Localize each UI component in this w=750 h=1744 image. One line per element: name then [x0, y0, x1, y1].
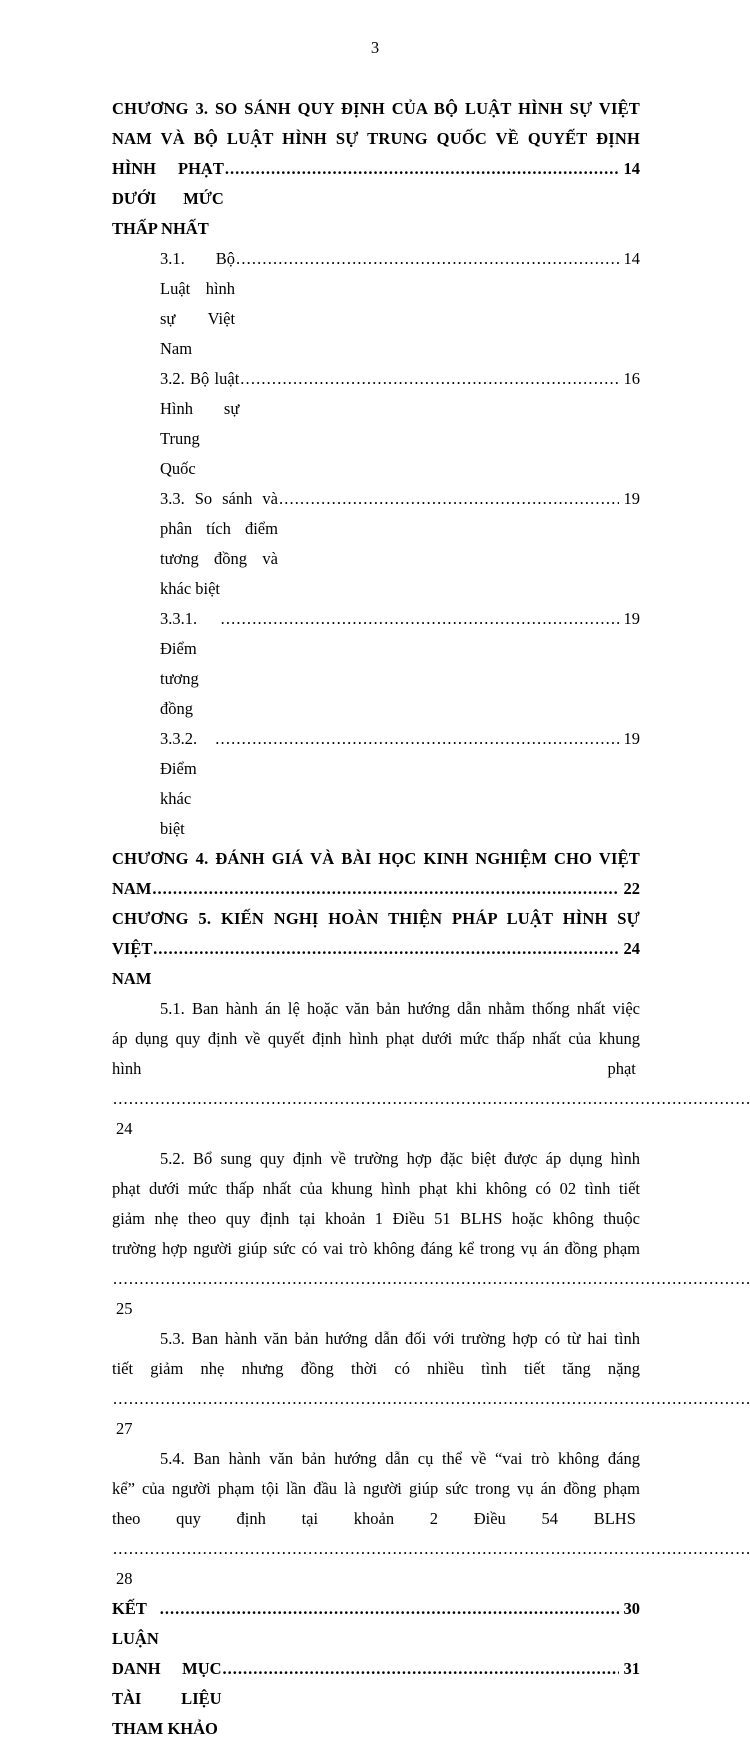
toc-leader-row — [112, 1354, 640, 1444]
dot-leader — [160, 1594, 619, 1624]
toc-leader-row — [160, 484, 640, 604]
toc-entry-3-1[interactable] — [160, 244, 640, 364]
page-number: 3 — [370, 38, 380, 57]
toc-entry-5-3[interactable] — [112, 1324, 640, 1444]
toc-entry-line: CHƯƠNG 3. SO SÁNH QUY ĐỊNH CỦA BỘ LUẬT HÌNH SỰ VIỆT — [112, 99, 640, 118]
toc-entry-line: 5.1. Ban hành án lệ hoặc văn bản hướng dẫn nhằm thống nhất việc — [160, 999, 640, 1018]
dot-leader — [215, 724, 618, 754]
toc-page-number: 27 — [116, 1419, 133, 1438]
toc-leader-row — [112, 874, 640, 904]
toc-entry-line: áp dụng quy định về quyết định hình phạt dưới mức thấp nhất của khung — [112, 1029, 640, 1048]
dot-leader — [113, 1389, 750, 1408]
dot-leader — [221, 604, 619, 634]
toc-entry-line: CHƯƠNG 4. ĐÁNH GIÁ VÀ BÀI HỌC KINH NGHIỆM CHO VIỆT — [112, 849, 640, 868]
toc-page-number: 28 — [116, 1569, 133, 1588]
toc-entry-label: theo quy định tại khoản 2 Điều 54 BLHS — [112, 1509, 640, 1528]
toc-leader-row — [160, 724, 640, 844]
toc-entry-3-2[interactable] — [160, 364, 640, 484]
toc-leader-row — [112, 154, 640, 244]
toc-leader-row — [160, 244, 640, 364]
toc-entry-line: CHƯƠNG 5. KIẾN NGHỊ HOÀN THIỆN PHÁP LUẬT HÌNH SỰ — [112, 909, 640, 928]
toc-entry-5-4[interactable] — [112, 1444, 640, 1594]
toc-entry-label: VIỆT NAM — [112, 939, 157, 988]
dot-leader — [113, 1089, 750, 1108]
toc-leader-row — [112, 1054, 640, 1144]
toc-entry-label: HÌNH PHẠT DƯỚI MỨC THẤP NHẤT — [112, 159, 228, 238]
toc-page-number: 25 — [116, 1299, 133, 1318]
dot-leader — [225, 154, 619, 184]
toc-entry-5-2[interactable] — [112, 1144, 640, 1324]
dot-leader — [236, 244, 618, 274]
toc-page-number: 22 — [623, 879, 640, 898]
toc-page-number: 14 — [623, 159, 640, 178]
toc-leader-row — [112, 1654, 640, 1744]
toc-entry-3-3-2[interactable] — [160, 724, 640, 844]
toc-page-number: 24 — [623, 939, 640, 958]
toc-page-number: 16 — [623, 369, 640, 388]
toc-entry-label: tiết giảm nhẹ nhưng đồng thời có nhiều tình tiết tăng nặng — [112, 1359, 640, 1378]
dot-leader — [279, 484, 619, 514]
toc-entry-3-3-1[interactable] — [160, 604, 640, 724]
dot-leader — [113, 1269, 750, 1288]
toc-entry-label: 3.1. Bộ Luật hình sự Việt Nam — [160, 249, 240, 358]
toc-leader-row — [160, 364, 640, 484]
toc-entry-line: 5.2. Bổ sung quy định về trường hợp đặc biệt được áp dụng hình — [160, 1149, 640, 1168]
dot-leader — [223, 1654, 619, 1684]
toc-page-number: 14 — [623, 249, 640, 268]
toc-entry-line: kể” của người phạm tội lần đầu là người giúp sức trong vụ án đồng phạm — [112, 1479, 640, 1498]
table-of-contents — [112, 94, 640, 1744]
toc-entry-line: phạt dưới mức thấp nhất của khung hình phạt khi không có 02 tình tiết — [112, 1179, 640, 1198]
toc-entry-label: hình phạt — [112, 1059, 640, 1078]
toc-entry-5-1[interactable] — [112, 994, 640, 1144]
toc-entry-chuong-4[interactable] — [112, 844, 640, 904]
toc-entry-line: 5.4. Ban hành văn bản hướng dẫn cụ thể về “vai trò không đáng — [160, 1449, 640, 1468]
toc-entry-line: NAM VÀ BỘ LUẬT HÌNH SỰ TRUNG QUỐC VỀ QUYẾT ĐỊNH — [112, 129, 640, 148]
toc-entry-ket-luan[interactable] — [112, 1594, 640, 1654]
toc-leader-row — [112, 934, 640, 994]
toc-entry-line: trường hợp người giúp sức có vai trò không đáng kể trong vụ án đồng phạm — [112, 1239, 640, 1258]
toc-leader-row — [160, 604, 640, 724]
toc-entry-line: giảm nhẹ theo quy định tại khoản 1 Điều 51 BLHS hoặc không thuộc — [112, 1209, 640, 1228]
dot-leader — [153, 934, 618, 964]
toc-page-number: 19 — [623, 609, 640, 628]
dot-leader — [240, 364, 618, 394]
toc-page-number: 30 — [623, 1599, 640, 1618]
toc-entry-3-3[interactable] — [160, 484, 640, 604]
toc-entry-label: NAM — [112, 879, 152, 898]
toc-leader-row — [112, 1594, 640, 1654]
toc-entry-chuong-3[interactable] — [112, 94, 640, 244]
toc-page-number: 31 — [623, 1659, 640, 1678]
toc-entry-label: 3.3.2. Điểm khác biệt — [160, 729, 202, 838]
dot-leader — [152, 874, 618, 904]
toc-entry-danh-muc-tai-lieu[interactable] — [112, 1654, 640, 1744]
toc-page-number: 24 — [116, 1119, 133, 1138]
toc-entry-label: KẾT LUẬN — [112, 1599, 159, 1648]
toc-entry-line: 5.3. Ban hành văn bản hướng dẫn đối với trường hợp có từ hai tình — [160, 1329, 640, 1348]
toc-entry-label: 3.3. So sánh và phân tích điểm tương đồng và khác biệt — [160, 489, 283, 598]
toc-entry-label: 3.3.1. Điểm tương đồng — [160, 609, 203, 718]
toc-leader-row — [112, 1504, 640, 1594]
toc-entry-chuong-5[interactable] — [112, 904, 640, 994]
toc-page-number: 19 — [623, 489, 640, 508]
toc-leader-row — [112, 1264, 640, 1324]
dot-leader — [113, 1539, 750, 1558]
toc-entry-label: DANH MỤC TÀI LIỆU THAM KHẢO — [112, 1659, 226, 1738]
toc-page-number: 19 — [623, 729, 640, 748]
toc-entry-label: 3.2. Bộ luật Hình sự Trung Quốc — [160, 369, 244, 478]
